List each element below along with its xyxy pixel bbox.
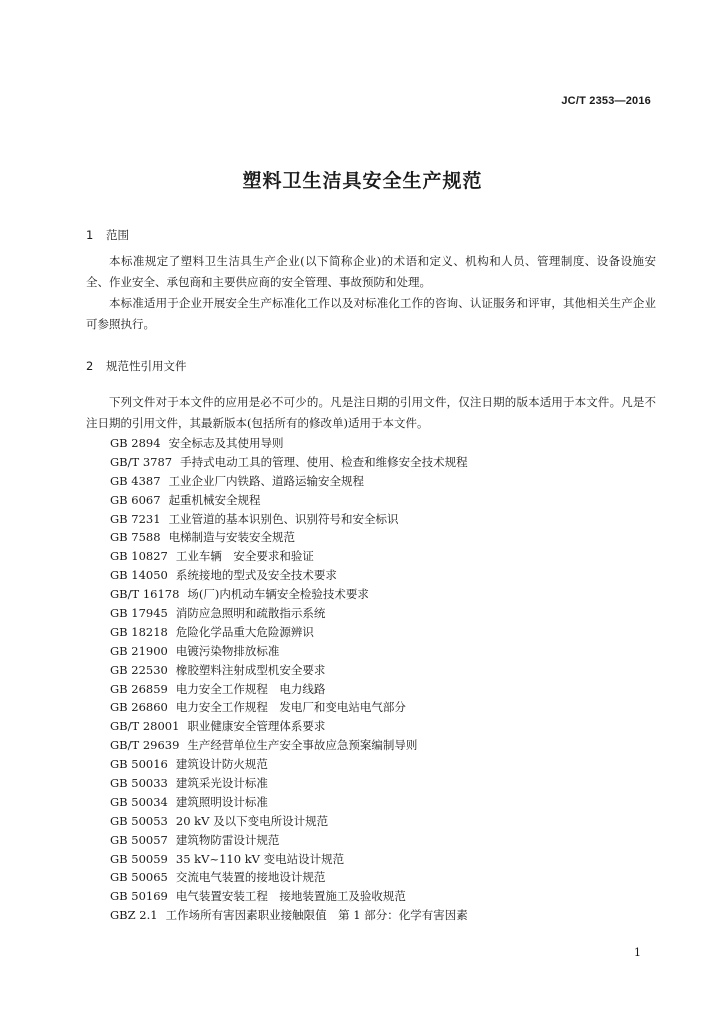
reference-code: GB 26859 <box>110 681 168 696</box>
section-title: 规范性引用文件 <box>106 359 187 373</box>
reference-code: GB 50016 <box>110 757 168 772</box>
reference-title: 工业车辆 安全要求和验证 <box>175 549 314 564</box>
reference-title: 电力安全工作规程 电力线路 <box>175 681 326 696</box>
reference-item <box>110 736 468 755</box>
reference-title: 35 kV~110 kV 变电站设计规范 <box>175 851 345 866</box>
reference-item <box>110 642 468 661</box>
reference-code: GB 14050 <box>110 568 168 583</box>
reference-code: GB 6067 <box>110 492 161 507</box>
reference-code: GB/T 16178 <box>110 587 180 602</box>
reference-code: GB 50065 <box>110 870 168 885</box>
reference-item <box>110 850 468 869</box>
reference-title: 起重机械安全规程 <box>168 492 261 507</box>
reference-code: GB 4387 <box>110 473 161 488</box>
reference-code: GB 7231 <box>110 511 161 526</box>
document-title: 塑料卫生洁具安全生产规范 <box>242 170 483 192</box>
reference-code: GB 50033 <box>110 776 168 791</box>
reference-code: GBZ 2.1 <box>110 908 158 923</box>
reference-item <box>110 566 468 585</box>
reference-item <box>110 793 468 812</box>
reference-code: GB 50169 <box>110 889 168 904</box>
section-1-heading <box>86 227 129 243</box>
reference-title: 职业健康安全管理体系要求 <box>187 719 326 734</box>
reference-item <box>110 547 468 566</box>
reference-title: 安全标志及其使用导则 <box>168 436 284 450</box>
reference-title: 电力安全工作规程 发电厂和变电站电气部分 <box>175 700 406 715</box>
reference-title: 20 kV 及以下变电所设计规范 <box>175 813 329 828</box>
reference-item <box>110 680 468 699</box>
section-2-paragraph-1: 下列文件对于本文件的应用是必不可少的。凡是注日期的引用文件，仅注日期的版本适用于本文件。凡是不注日期的引用文件，其最新版本(包括所有的修改单)适用于本文件。 <box>86 395 656 430</box>
reference-item <box>110 528 468 547</box>
section-number: 1 <box>86 228 94 242</box>
reference-item <box>110 774 468 793</box>
reference-code: GB 21900 <box>110 643 168 658</box>
reference-code: GB 26860 <box>110 700 168 715</box>
reference-item <box>110 604 468 623</box>
reference-title: 生产经营单位生产安全事故应急预案编制导则 <box>187 738 418 753</box>
reference-title: 工作场所有害因素职业接触限值 第 1 部分：化学有害因素 <box>165 908 468 923</box>
reference-code: GB 50059 <box>110 851 168 866</box>
reference-code: GB 50057 <box>110 832 168 847</box>
reference-title: 工业管道的基本识别色、识别符号和安全标识 <box>168 511 399 526</box>
reference-title: 电镀污染物排放标准 <box>175 643 280 658</box>
reference-title: 建筑物防雷设计规范 <box>175 832 280 847</box>
reference-item <box>110 812 468 831</box>
reference-item <box>110 585 468 604</box>
reference-item <box>110 906 468 925</box>
document-id: JC/T 2353—2016 <box>561 95 651 107</box>
section-2-heading <box>86 358 187 374</box>
section-number: 2 <box>86 359 94 373</box>
reference-code: GB/T 3787 <box>110 454 173 469</box>
reference-title: 橡胶塑料注射成型机安全要求 <box>175 662 326 677</box>
reference-title: 建筑照明设计标准 <box>175 794 268 809</box>
reference-code: GB/T 28001 <box>110 719 180 734</box>
reference-code: GB 18218 <box>110 624 168 639</box>
section-1-paragraph-2: 本标准适用于企业开展安全生产标准化工作以及对标准化工作的咨询、认证服务和评审，其他相关生产企业可参照执行。 <box>86 296 656 331</box>
reference-title: 建筑设计防火规范 <box>175 757 268 772</box>
reference-code: GB 2894 <box>110 436 161 450</box>
reference-item <box>110 831 468 850</box>
reference-title: 交流电气装置的接地设计规范 <box>175 870 326 885</box>
reference-title: 系统接地的型式及安全技术要求 <box>175 568 337 583</box>
section-title: 范围 <box>106 228 129 242</box>
reference-item <box>110 698 468 717</box>
reference-code: GB 50034 <box>110 794 168 809</box>
reference-code: GB/T 29639 <box>110 738 180 753</box>
reference-item <box>110 661 468 680</box>
reference-item <box>110 755 468 774</box>
reference-item <box>110 491 468 510</box>
reference-title: 建筑采光设计标准 <box>175 776 268 791</box>
reference-code: GB 50053 <box>110 813 168 828</box>
reference-title: 手持式电动工具的管理、使用、检查和维修安全技术规程 <box>180 454 468 469</box>
reference-title: 电梯制造与安装安全规范 <box>168 530 296 545</box>
reference-item <box>110 887 468 906</box>
normative-reference-list <box>110 434 468 925</box>
reference-item <box>110 434 468 453</box>
reference-item <box>110 623 468 642</box>
reference-title: 工业企业厂内铁路、道路运输安全规程 <box>168 473 365 488</box>
reference-item <box>110 868 468 887</box>
reference-title: 消防应急照明和疏散指示系统 <box>175 606 326 621</box>
reference-title: 场(厂)内机动车辆安全检验技术要求 <box>187 587 369 602</box>
reference-code: GB 10827 <box>110 549 168 564</box>
reference-item <box>110 717 468 736</box>
reference-title: 电气装置安装工程 接地装置施工及验收规范 <box>175 889 406 904</box>
section-1-paragraph-1: 本标准规定了塑料卫生洁具生产企业(以下简称企业)的术语和定义、机构和人员、管理制度、设备设施安全、作业安全、承包商和主要供应商的安全管理、事故预防和处理。 <box>86 254 656 289</box>
reference-code: GB 7588 <box>110 530 161 545</box>
reference-item <box>110 472 468 491</box>
reference-title: 危险化学品重大危险源辨识 <box>175 624 314 639</box>
reference-item <box>110 453 468 472</box>
reference-code: GB 22530 <box>110 662 168 677</box>
page-number: 1 <box>634 946 641 959</box>
reference-code: GB 17945 <box>110 606 168 621</box>
reference-item <box>110 510 468 529</box>
